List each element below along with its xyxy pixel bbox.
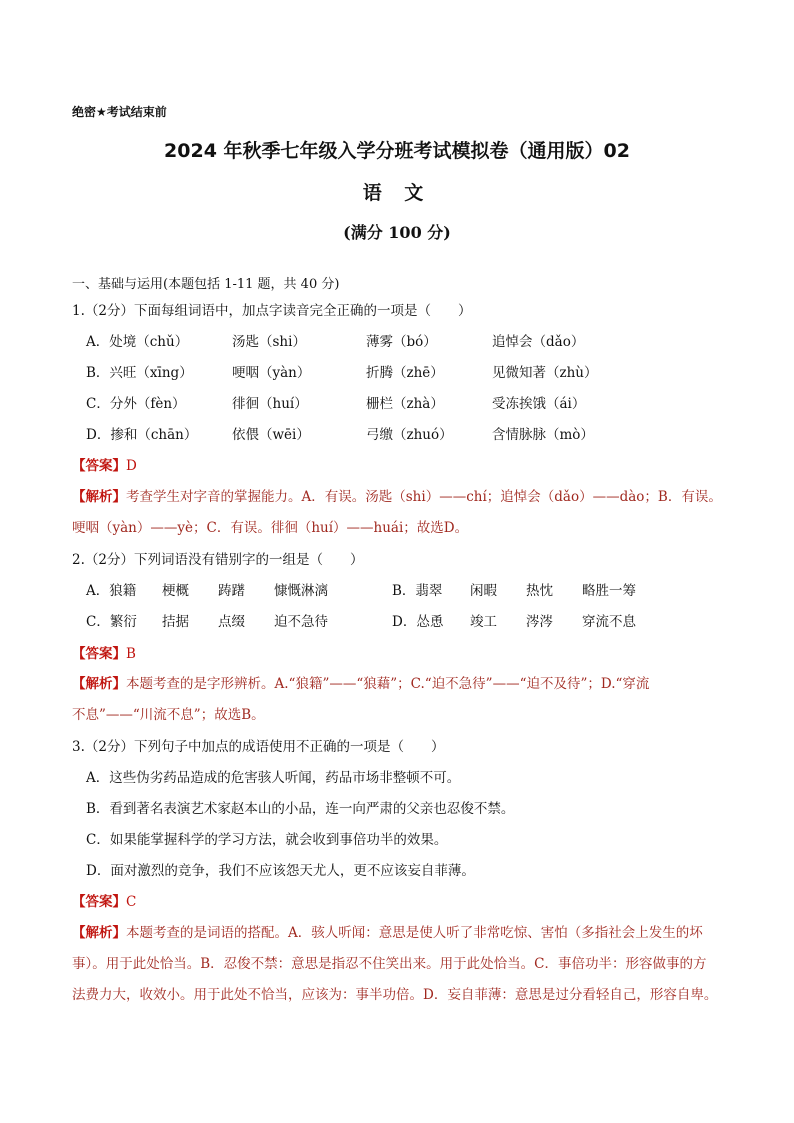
q1-option-c-1: C．分外（fèn） [86,396,186,412]
q1-option-d-3: 弓缴（zhuó） [366,427,453,443]
q3-answer [72,893,136,911]
q2-option-d-1: D．怂恿 [392,614,444,630]
q1-stem: 1.（2分）下面每组词语中，加点字读音完全正确的一项是（ ） [72,303,472,319]
q3-answer-value: C [126,894,137,910]
answer-label: 【答案】 [72,894,126,910]
q1-option-a-4: 追悼会（dǎo） [492,334,585,350]
q2-option-b-2: 闲暇 [470,583,497,599]
q1-option-b-3: 折腾（zhē） [366,365,444,381]
q2-option-a-2: 梗概 [162,583,189,599]
analysis-label: 【解析】 [72,489,126,505]
q1-option-d-4: 含情脉脉（mò） [492,427,594,443]
q3-option-b: B．看到著名表演艺术家赵本山的小品，连一向严肃的父亲也忍俊不禁。 [86,801,515,817]
q2-option-b-4: 略胜一筹 [582,583,636,599]
q2-option-b-1: B．翡翠 [392,583,443,599]
q1-answer [72,457,137,475]
q1-option-b-1: B．兴旺（xīng） [86,365,193,381]
q2-answer [72,645,136,663]
q1-analysis-line-2: 哽咽（yàn）——yè；C．有误。徘徊（huí）——huái；故选D。 [72,520,469,536]
q1-analysis-line-1: 考查学生对字音的掌握能力。A．有误。汤匙（shi）——chí；追悼会（dǎo）——dào；B．有误。 [126,489,722,505]
q2-option-c-2: 拮据 [162,614,189,630]
q2-option-d-3: 涔涔 [526,614,553,630]
q2-option-b-3: 热忱 [526,583,553,599]
q2-analysis [72,669,722,731]
analysis-label: 【解析】 [72,925,126,941]
q1-option-b-2: 哽咽（yàn） [232,365,311,381]
q3-analysis-line-1: 本题考查的是词语的搭配。A．骇人听闻：意思是使人听了非常吃惊、害怕（多指社会上发生的坏 [126,925,703,941]
q2-option-c-4: 迫不急待 [274,614,328,630]
q2-option-d-2: 竣工 [470,614,497,630]
q2-option-c-1: C．繁衍 [86,614,137,630]
q1-option-d-1: D．掺和（chān） [86,427,198,443]
q1-answer-value: D [126,458,137,474]
q2-analysis-line-2: 不息”——“川流不息”；故选B。 [72,707,265,723]
q3-analysis [72,918,722,1011]
q1-option-b-4: 见微知著（zhù） [492,365,598,381]
q2-option-a-3: 踌躇 [218,583,245,599]
q1-option-c-4: 受冻挨饿（ái） [492,396,586,412]
q1-option-c-2: 徘徊（huí） [232,396,308,412]
q2-option-a-4: 慷慨淋漓 [274,583,328,599]
q1-option-a-3: 薄雾（bó） [366,334,437,350]
q3-option-c: C．如果能掌握科学的学习方法，就会收到事倍功半的效果。 [86,832,448,848]
q1-option-d-2: 依偎（wēi） [232,427,310,443]
q2-option-c-3: 点缀 [218,614,245,630]
q1-option-a-1: A．处境（chǔ） [86,334,189,350]
full-score: (满分 100 分) [343,223,451,242]
confidential-label: 绝密★考试结束前 [72,105,167,119]
q2-option-a-1: A．狼籍 [86,583,137,599]
answer-label: 【答案】 [72,646,126,662]
q2-answer-value: B [126,646,136,662]
q3-option-a: A．这些伪劣药品造成的危害骇人听闻，药品市场非整顿不可。 [86,770,461,786]
q2-analysis-line-1: 本题考查的是字形辨析。A.“狼籍”——“狼藉”；C.“迫不急待”——“迫不及待”；D.“穿流 [126,676,650,692]
q2-stem: 2.（2分）下列词语没有错别字的一组是（ ） [72,552,364,568]
q1-option-a-2: 汤匙（shi） [232,334,306,350]
section-title: 一、基础与运用(本题包括 1-11 题，共 40 分) [72,277,340,292]
q1-option-c-3: 栅栏（zhà） [366,396,444,412]
q1-analysis [72,482,722,544]
q3-option-d: D．面对激烈的竞争，我们不应该怨天尤人，更不应该妄自菲薄。 [86,863,475,879]
exam-title: 2024 年秋季七年级入学分班考试模拟卷（通用版）02 [164,140,630,162]
answer-label: 【答案】 [72,458,126,474]
q3-analysis-line-3: 法费力大，收效小。用于此处不恰当，应该为：事半功倍。D．妄自菲薄：意思是过分看轻自己，形容自卑。 [72,987,718,1003]
analysis-label: 【解析】 [72,676,126,692]
q3-stem: 3.（2分）下列句子中加点的成语使用不正确的一项是（ ） [72,739,445,755]
q2-option-d-4: 穿流不息 [582,614,636,630]
subject-title: 语 文 [362,182,432,204]
q3-analysis-line-2: 事）。用于此处恰当。B．忍俊不禁：意思是指忍不住笑出来。用于此处恰当。C．事倍功半：形容做事的方 [72,956,707,972]
